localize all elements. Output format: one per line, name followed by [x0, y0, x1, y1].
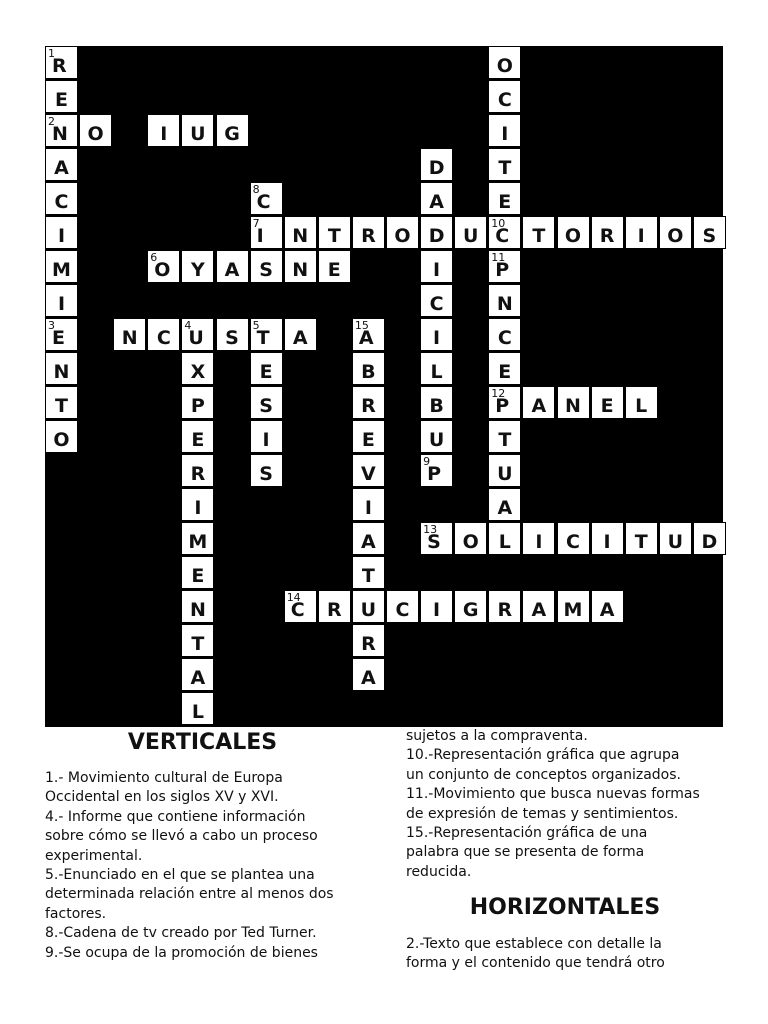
cell-letter: O: [564, 225, 582, 247]
crossword-cell[interactable]: [420, 590, 453, 623]
crossword-cell[interactable]: [113, 318, 146, 351]
cell-letter: P: [495, 395, 510, 417]
cell-letter: N: [496, 293, 513, 315]
crossword-cell[interactable]: [181, 352, 214, 385]
crossword-cell[interactable]: [45, 318, 78, 351]
clue-number: 2: [48, 115, 55, 128]
clue-number: 5: [252, 319, 260, 332]
cell-letter: R: [361, 395, 376, 417]
clue-number: 7: [252, 217, 260, 230]
crossword-cell[interactable]: [420, 454, 453, 487]
cell-letter: C: [395, 599, 410, 621]
crossword-cell[interactable]: [488, 284, 521, 317]
cell-letter: E: [191, 565, 205, 587]
cell-letter: E: [327, 259, 341, 281]
cell-letter: C: [495, 225, 510, 247]
crossword-cell[interactable]: [181, 454, 214, 487]
crossword-cell[interactable]: [488, 318, 521, 351]
crossword-cell[interactable]: [181, 590, 214, 623]
cell-letter: A: [361, 531, 376, 553]
cell-letter: I: [57, 225, 66, 247]
cell-letter: T: [327, 225, 341, 247]
clue-number: 9: [423, 455, 431, 468]
crossword-cell[interactable]: [318, 216, 351, 249]
crossword-cell[interactable]: [420, 318, 453, 351]
clue-line: 1.- Movimiento cultural de Europa: [45, 770, 283, 786]
cell-letter: I: [433, 599, 441, 621]
crossword-cell[interactable]: [420, 352, 453, 385]
cell-letter: T: [256, 327, 270, 349]
crossword-cell[interactable]: [181, 488, 214, 521]
crossword-cell[interactable]: [318, 250, 351, 283]
clue-line: 11.-Movimiento que busca nuevas formas: [406, 786, 700, 803]
crossword-cell[interactable]: [181, 250, 214, 283]
crossword-cell[interactable]: [352, 352, 385, 385]
crossword-cell[interactable]: [420, 182, 453, 215]
crossword-cell[interactable]: [420, 420, 453, 453]
cell-letter: E: [259, 361, 273, 383]
clue-number: 8: [252, 183, 260, 196]
crossword-cell[interactable]: [181, 386, 214, 419]
crossword-cell[interactable]: [352, 590, 385, 623]
cell-letter: D: [428, 225, 445, 247]
cell-letter: N: [53, 361, 70, 383]
cell-letter: N: [52, 123, 68, 145]
crossword-cell[interactable]: [352, 420, 385, 453]
cell-letter: R: [497, 599, 513, 621]
cell-letter: A: [224, 259, 240, 281]
cell-letter: U: [190, 123, 206, 145]
clue-line: sujetos a la compraventa.: [406, 728, 588, 744]
cell-letter: A: [292, 327, 308, 349]
clue-number: 1: [48, 47, 55, 60]
cell-letter: V: [361, 463, 376, 485]
cell-letter: N: [189, 599, 206, 621]
cell-letter: S: [259, 395, 273, 417]
cell-letter: U: [188, 327, 204, 349]
cell-letter: I: [57, 293, 66, 315]
crossword-cell[interactable]: [147, 250, 180, 283]
crossword-cell[interactable]: [45, 148, 78, 181]
cell-letter: E: [191, 429, 205, 451]
cell-letter: C: [566, 531, 580, 553]
crossword-cell[interactable]: [181, 114, 214, 147]
crossword-cell[interactable]: [488, 352, 521, 385]
crossword-cell[interactable]: [250, 352, 283, 385]
cell-letter: I: [256, 225, 264, 247]
crossword-cell[interactable]: [45, 216, 78, 249]
crossword-cell[interactable]: [557, 590, 590, 623]
clue-line: forma y el contenido que tendrá otro: [406, 955, 665, 972]
crossword-cell[interactable]: [318, 590, 351, 623]
crossword-cell[interactable]: [250, 454, 283, 487]
cell-letter: I: [262, 429, 270, 451]
cell-letter: O: [462, 531, 479, 553]
cell-letter: M: [52, 259, 71, 281]
crossword-cell[interactable]: [181, 318, 214, 351]
clue-line: determinada relación entre al menos dos: [45, 886, 334, 903]
cell-letter: E: [55, 89, 68, 111]
clue-number: 12: [491, 387, 506, 400]
crossword-cell[interactable]: [522, 522, 555, 555]
cell-letter: Y: [191, 259, 205, 281]
crossword-cell[interactable]: [45, 182, 78, 215]
crossword-cell[interactable]: [454, 590, 487, 623]
clue-number: 3: [48, 319, 55, 332]
cell-letter: B: [429, 395, 444, 417]
cell-letter: L: [430, 361, 443, 383]
cell-letter: M: [188, 531, 208, 553]
clue-line: 8.-Cadena de tv creado por Ted Turner.: [45, 925, 317, 942]
cell-letter: S: [702, 225, 717, 247]
clue-line: 4.- Informe que contiene información: [45, 808, 306, 825]
clue-line: un conjunto de conceptos organizados.: [406, 766, 681, 783]
cell-letter: C: [156, 327, 171, 349]
vertical-clues-list: [45, 769, 390, 963]
cell-letter: A: [497, 497, 513, 519]
crossword-cell[interactable]: [352, 624, 385, 657]
crossword-cell[interactable]: [250, 250, 283, 283]
cell-letter: E: [52, 327, 65, 349]
clue-number: 14: [286, 591, 301, 604]
cell-letter: T: [532, 225, 546, 247]
crossword-cell[interactable]: [693, 216, 726, 249]
cell-letter: I: [433, 327, 441, 349]
crossword-cell[interactable]: [352, 454, 385, 487]
cell-letter: S: [427, 531, 441, 553]
crossword-cell[interactable]: [181, 692, 214, 725]
crossword-cell[interactable]: [488, 488, 521, 521]
cell-letter: R: [599, 225, 615, 247]
cell-letter: O: [87, 123, 104, 145]
crossword-cell[interactable]: [352, 556, 385, 589]
clue-line: sobre cómo se llevó a cabo un proceso: [45, 828, 318, 845]
crossword-cell[interactable]: [352, 318, 385, 351]
cell-letter: N: [292, 225, 309, 247]
crossword-cell[interactable]: [522, 216, 555, 249]
cell-letter: E: [498, 191, 512, 213]
crossword-cell[interactable]: [488, 454, 521, 487]
cell-letter: B: [361, 361, 376, 383]
crossword-cell[interactable]: [488, 590, 521, 623]
cell-letter: I: [194, 497, 202, 519]
crossword-cell[interactable]: [420, 386, 453, 419]
clue-line: de expresión de temas y sentimientos.: [406, 805, 679, 822]
crossword-cell[interactable]: [454, 216, 487, 249]
clue-line: 15.-Representación gráfica de una: [406, 825, 648, 842]
crossword-cell[interactable]: [591, 590, 624, 623]
cell-letter: L: [191, 701, 204, 723]
crossword-cell[interactable]: [659, 522, 692, 555]
cell-letter: G: [462, 599, 479, 621]
cell-letter: T: [361, 565, 375, 587]
crossword-cell[interactable]: [591, 386, 624, 419]
crossword-cell[interactable]: [45, 284, 78, 317]
crossword-cell[interactable]: [45, 352, 78, 385]
crossword-cell[interactable]: [420, 284, 453, 317]
crossword-cell[interactable]: [216, 318, 249, 351]
cell-letter: C: [429, 293, 444, 315]
cell-letter: O: [53, 429, 70, 451]
crossword-cell[interactable]: [488, 80, 521, 113]
cell-letter: N: [292, 259, 309, 281]
cell-letter: L: [635, 395, 648, 417]
crossword-cell[interactable]: [250, 182, 283, 215]
vertical-clues-continued: [406, 727, 746, 882]
cell-letter: C: [497, 327, 512, 349]
cell-letter: R: [361, 225, 376, 247]
cell-letter: I: [501, 123, 509, 145]
clue-line: 5.-Enunciado en el que se plantea una: [45, 867, 315, 884]
cell-letter: G: [224, 123, 240, 145]
crossword-cell[interactable]: [45, 250, 78, 283]
crossword-cell[interactable]: [557, 216, 590, 249]
crossword-cell[interactable]: [45, 386, 78, 419]
cell-letter: O: [394, 225, 411, 247]
cell-letter: I: [637, 225, 645, 247]
cell-letter: S: [259, 259, 273, 281]
crossword-cell[interactable]: [488, 216, 521, 249]
crossword-cell[interactable]: [79, 114, 112, 147]
crossword-cell[interactable]: [488, 182, 521, 215]
crossword-cell[interactable]: [386, 216, 419, 249]
crossword-cell[interactable]: [45, 46, 78, 79]
cell-letter: T: [191, 633, 205, 655]
cell-letter: D: [428, 157, 445, 179]
crossword-cell[interactable]: [352, 658, 385, 691]
clue-line: experimental.: [45, 847, 143, 864]
cell-letter: M: [563, 599, 583, 621]
horizontales-heading: HORIZONTALES: [469, 895, 661, 920]
crossword-cell[interactable]: [352, 386, 385, 419]
cell-letter: L: [498, 531, 511, 553]
cell-letter: N: [121, 327, 138, 349]
crossword-cell[interactable]: [284, 590, 317, 623]
crossword-cell[interactable]: [147, 318, 180, 351]
cell-letter: A: [599, 599, 615, 621]
cell-letter: A: [190, 667, 206, 689]
cell-letter: R: [52, 55, 67, 77]
cell-letter: X: [190, 361, 206, 383]
crossword-cell[interactable]: [488, 46, 521, 79]
crossword-cell[interactable]: [625, 386, 658, 419]
crossword-cell[interactable]: [181, 658, 214, 691]
cell-letter: R: [190, 463, 206, 485]
cell-letter: S: [225, 327, 239, 349]
verticales-heading: VERTICALES: [127, 730, 278, 755]
crossword-cell[interactable]: [488, 148, 521, 181]
clue-number: 13: [423, 523, 438, 536]
cell-letter: U: [667, 531, 684, 553]
cell-letter: E: [600, 395, 614, 417]
cell-letter: U: [360, 599, 377, 621]
cell-letter: R: [361, 633, 376, 655]
crossword-cell[interactable]: [454, 522, 487, 555]
cell-letter: I: [433, 259, 441, 281]
cell-letter: A: [531, 395, 547, 417]
crossword-cell[interactable]: [488, 386, 521, 419]
horizontal-clues-list: [406, 935, 746, 974]
crossword-cell[interactable]: [625, 522, 658, 555]
cell-letter: A: [531, 599, 547, 621]
crossword-cell[interactable]: [420, 148, 453, 181]
crossword-cell[interactable]: [557, 386, 590, 419]
cell-letter: O: [154, 259, 171, 281]
clue-line: Occidental en los siglos XV y XVI.: [45, 789, 279, 806]
cell-letter: E: [361, 429, 375, 451]
crossword-cell[interactable]: [284, 216, 317, 249]
crossword-cell[interactable]: [250, 318, 283, 351]
cell-letter: I: [603, 531, 611, 553]
crossword-cell[interactable]: [352, 216, 385, 249]
cell-letter: O: [667, 225, 684, 247]
cell-letter: U: [428, 429, 445, 451]
cell-letter: E: [498, 361, 512, 383]
crossword-cell[interactable]: [45, 114, 78, 147]
cell-letter: C: [497, 89, 512, 111]
clue-line: factores.: [45, 905, 107, 922]
crossword-cell[interactable]: [284, 318, 317, 351]
cell-letter: A: [54, 157, 69, 179]
crossword-cell[interactable]: [591, 522, 624, 555]
cell-letter: P: [495, 259, 510, 281]
crossword-cell[interactable]: [386, 590, 419, 623]
crossword-cell[interactable]: [181, 556, 214, 589]
cell-letter: I: [364, 497, 372, 519]
crossword-cell[interactable]: [45, 420, 78, 453]
cell-letter: R: [326, 599, 342, 621]
crossword-cell[interactable]: [181, 624, 214, 657]
crossword-cell[interactable]: [147, 114, 180, 147]
crossword-cell[interactable]: [420, 522, 453, 555]
cell-letter: I: [535, 531, 543, 553]
crossword-cell[interactable]: [181, 522, 214, 555]
crossword-cell[interactable]: [352, 488, 385, 521]
clue-number: 15: [354, 319, 369, 332]
crossword-cell[interactable]: [284, 250, 317, 283]
cell-letter: P: [190, 395, 205, 417]
cell-letter: T: [55, 395, 68, 417]
clue-number: 4: [184, 319, 192, 332]
crossword-cell[interactable]: [488, 250, 521, 283]
cell-letter: O: [496, 55, 513, 77]
crossword-cell[interactable]: [659, 216, 692, 249]
cell-letter: I: [160, 123, 168, 145]
clue-number: 11: [491, 251, 506, 264]
cell-letter: T: [498, 429, 512, 451]
crossword-cell[interactable]: [488, 420, 521, 453]
cell-letter: A: [361, 667, 376, 689]
cell-letter: A: [429, 191, 444, 213]
clue-line: 10.-Representación gráfica que agrupa: [406, 747, 680, 764]
clue-line: reducida.: [406, 863, 472, 880]
crossword-cell[interactable]: [216, 250, 249, 283]
crossword-cell[interactable]: [181, 420, 214, 453]
crossword-cell[interactable]: [420, 216, 453, 249]
cell-letter: N: [565, 395, 581, 417]
crossword-grid: [45, 46, 723, 727]
crossword-cell[interactable]: [352, 522, 385, 555]
crossword-cell[interactable]: [591, 216, 624, 249]
clue-number: 6: [150, 251, 158, 264]
clue-line: 2.-Texto que establece con detalle la: [406, 936, 662, 952]
cell-letter: S: [259, 463, 273, 485]
clue-number: 10: [491, 217, 506, 230]
crossword-cell[interactable]: [488, 522, 521, 555]
crossword-cell[interactable]: [488, 114, 521, 147]
crossword-cell[interactable]: [693, 522, 726, 555]
crossword-cell[interactable]: [45, 80, 78, 113]
crossword-cell[interactable]: [250, 420, 283, 453]
crossword-cell[interactable]: [557, 522, 590, 555]
crossword-cell[interactable]: [522, 590, 555, 623]
crossword-cell[interactable]: [216, 114, 249, 147]
crossword-cell[interactable]: [522, 386, 555, 419]
crossword-cell[interactable]: [250, 386, 283, 419]
clue-line: palabra que se presenta de forma: [406, 844, 645, 861]
cell-letter: D: [701, 531, 718, 553]
cell-letter: T: [498, 157, 512, 179]
cell-letter: P: [427, 463, 442, 485]
cell-letter: A: [358, 327, 374, 349]
crossword-cell[interactable]: [420, 250, 453, 283]
clue-line: 9.-Se ocupa de la promoción de bienes: [45, 944, 318, 961]
crossword-cell[interactable]: [625, 216, 658, 249]
cell-letter: U: [497, 463, 513, 485]
cell-letter: T: [634, 531, 648, 553]
cell-letter: C: [54, 191, 69, 213]
cell-letter: C: [290, 599, 305, 621]
cell-letter: U: [462, 225, 479, 247]
crossword-cell[interactable]: [250, 216, 283, 249]
cell-letter: C: [256, 191, 271, 213]
